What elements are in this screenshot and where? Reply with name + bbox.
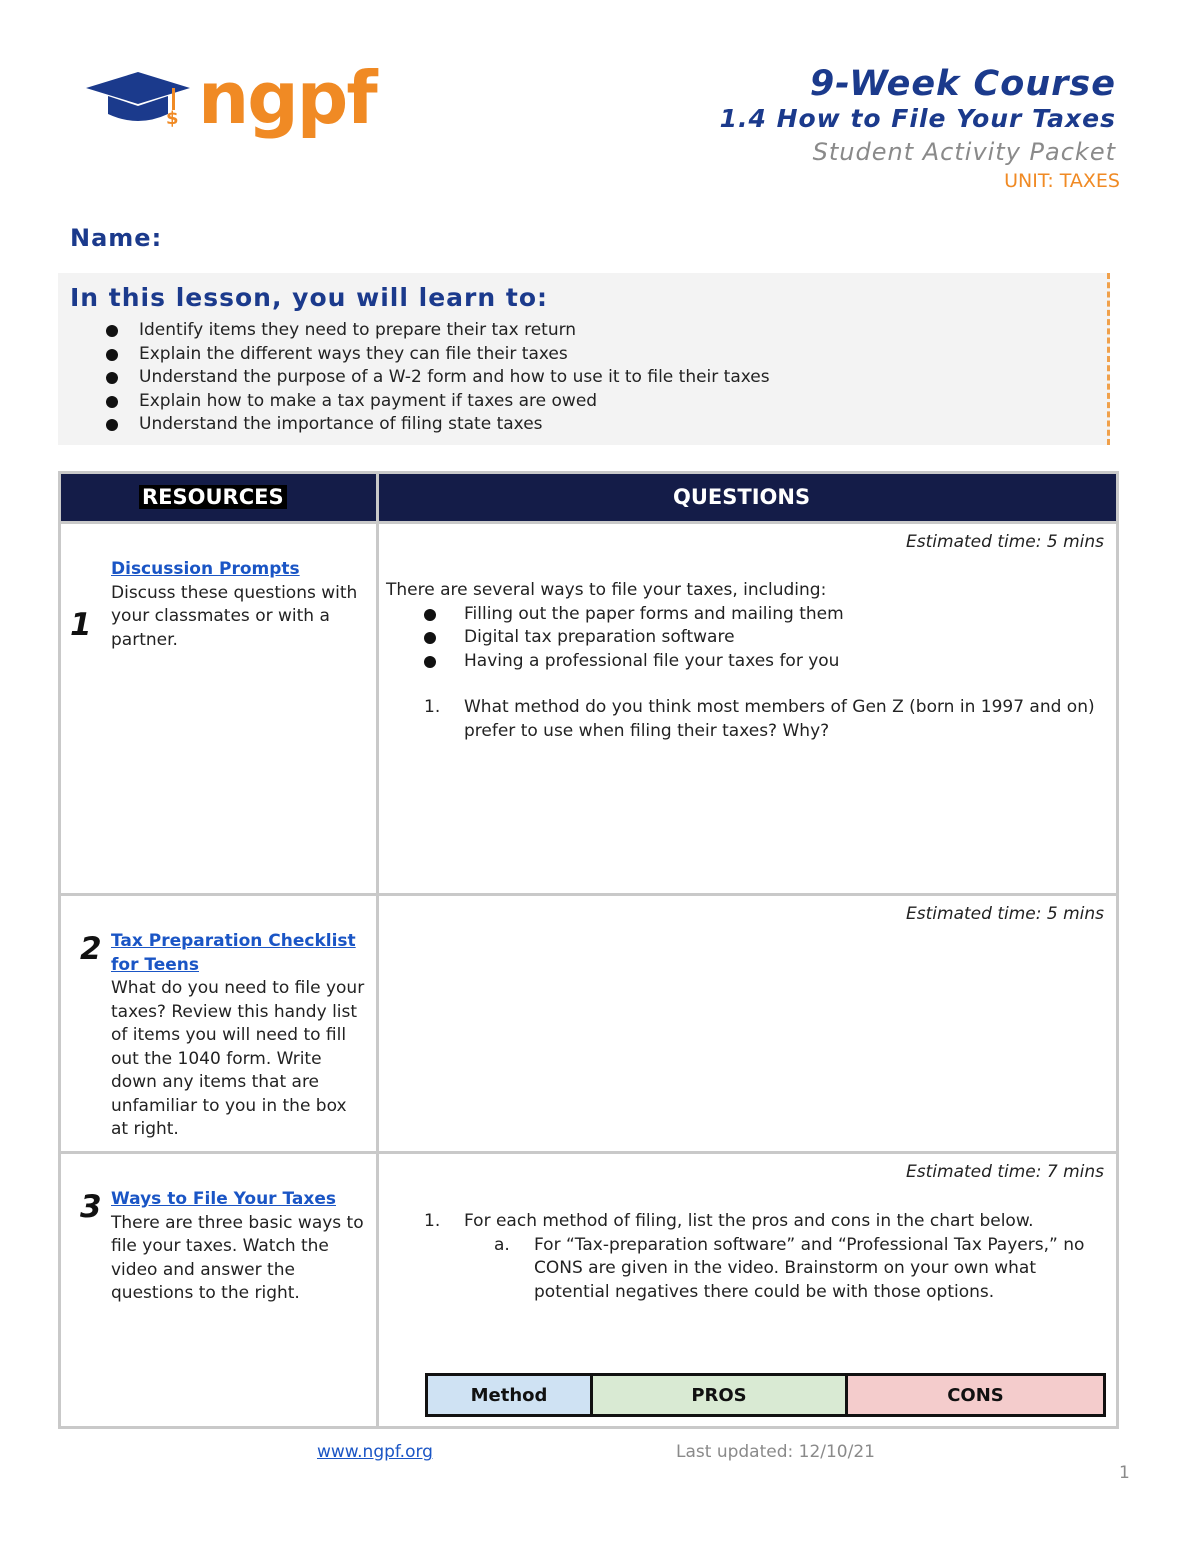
- tax-checklist-link[interactable]: Tax Preparation Checklist for Teens: [111, 931, 356, 975]
- pros-column-header: PROS: [593, 1376, 848, 1414]
- learning-objectives-list: [106, 319, 770, 437]
- ngpf-website-link[interactable]: www.ngpf.org: [317, 1442, 433, 1462]
- question-cell-3: [424, 1210, 1104, 1304]
- method-column-header: Method: [428, 1376, 593, 1414]
- list-item: Having a professional file your taxes for you: [424, 650, 1096, 674]
- list-item: Understand the importance of filing state taxes: [106, 413, 770, 437]
- packet-title: Student Activity Packet: [812, 138, 1116, 166]
- svg-text:$: $: [166, 108, 179, 129]
- estimated-time: Estimated time: 5 mins: [906, 532, 1104, 552]
- ngpf-logo: [86, 56, 376, 146]
- logo-wordmark: ngpf: [198, 56, 376, 140]
- last-updated: Last updated: 12/10/21: [676, 1442, 875, 1462]
- unit-label: UNIT: TAXES: [1004, 170, 1120, 192]
- resource-description: There are three basic ways to file your taxes. Watch the video and answer the questions to the right.: [111, 1212, 364, 1303]
- filing-methods-list: [424, 603, 1096, 674]
- row-number-3: 3: [80, 1189, 102, 1225]
- cons-column-header: CONS: [848, 1376, 1103, 1414]
- question-cell-1: [386, 579, 1096, 743]
- course-title: 9-Week Course: [809, 64, 1116, 104]
- list-item: Filling out the paper forms and mailing them: [424, 603, 1096, 627]
- list-item: Explain how to make a tax payment if taxes are owed: [106, 390, 770, 414]
- row-divider: [61, 893, 1116, 896]
- list-item: Understand the purpose of a W-2 form and how to use it to file their taxes: [106, 366, 770, 390]
- row-number-1: 1: [70, 607, 92, 643]
- resource-description: What do you need to file your taxes? Review this handy list of items you will need to fill out the 1040 form. Write down any items that are unfamiliar to you in the box at right.: [111, 978, 365, 1139]
- pros-cons-chart-header: [425, 1373, 1106, 1417]
- question-text: For each method of filing, list the pros and cons in the chart below.: [464, 1211, 1034, 1231]
- column-header-questions: QUESTIONS: [673, 485, 811, 509]
- row-number-2: 2: [80, 931, 102, 967]
- column-header-resources: RESOURCES: [139, 485, 287, 509]
- row-divider: [61, 521, 1116, 524]
- list-item: Identify items they need to prepare their tax return: [106, 319, 770, 343]
- resource-cell-2: [111, 930, 369, 1142]
- list-item: Explain the different ways they can file their taxes: [106, 343, 770, 367]
- estimated-time: Estimated time: 7 mins: [906, 1162, 1104, 1182]
- resource-cell-1: [111, 558, 369, 652]
- resource-description: Discuss these questions with your classmates or with a partner.: [111, 582, 358, 650]
- question-1: [424, 1210, 1104, 1234]
- graduation-cap-icon: [86, 66, 196, 146]
- table-header: [61, 474, 1116, 521]
- sub-question-marker: a.: [494, 1234, 510, 1255]
- name-field-label: Name:: [70, 224, 163, 252]
- learning-objectives-box: [58, 273, 1110, 445]
- question-1: [424, 696, 1104, 743]
- question-marker: 1.: [424, 697, 441, 717]
- page-number: 1: [1119, 1463, 1130, 1483]
- list-item: Digital tax preparation software: [424, 626, 1096, 650]
- question-text: What method do you think most members of Gen Z (born in 1997 and on) prefer to use when filing their taxes? Why?: [464, 697, 1095, 741]
- column-divider: [376, 474, 379, 1426]
- question-marker: 1.: [424, 1211, 441, 1231]
- ways-to-file-link[interactable]: Ways to File Your Taxes: [111, 1189, 336, 1209]
- sub-question-text: For “Tax-preparation software” and “Professional Tax Payers,” no CONS are given in the video. Brainstorm on your own what potential negatives there could be with those options.: [534, 1234, 1085, 1302]
- discussion-prompts-link[interactable]: Discussion Prompts: [111, 559, 300, 579]
- sub-question-a: [494, 1234, 1114, 1305]
- learning-objectives-title: In this lesson, you will learn to:: [70, 283, 548, 312]
- lesson-title: 1.4 How to File Your Taxes: [719, 104, 1116, 133]
- resource-cell-3: [111, 1188, 369, 1306]
- estimated-time: Estimated time: 5 mins: [906, 904, 1104, 924]
- row-divider: [61, 1151, 1116, 1154]
- question-intro: There are several ways to file your taxes, including:: [386, 580, 827, 600]
- resources-questions-table: [58, 471, 1119, 1429]
